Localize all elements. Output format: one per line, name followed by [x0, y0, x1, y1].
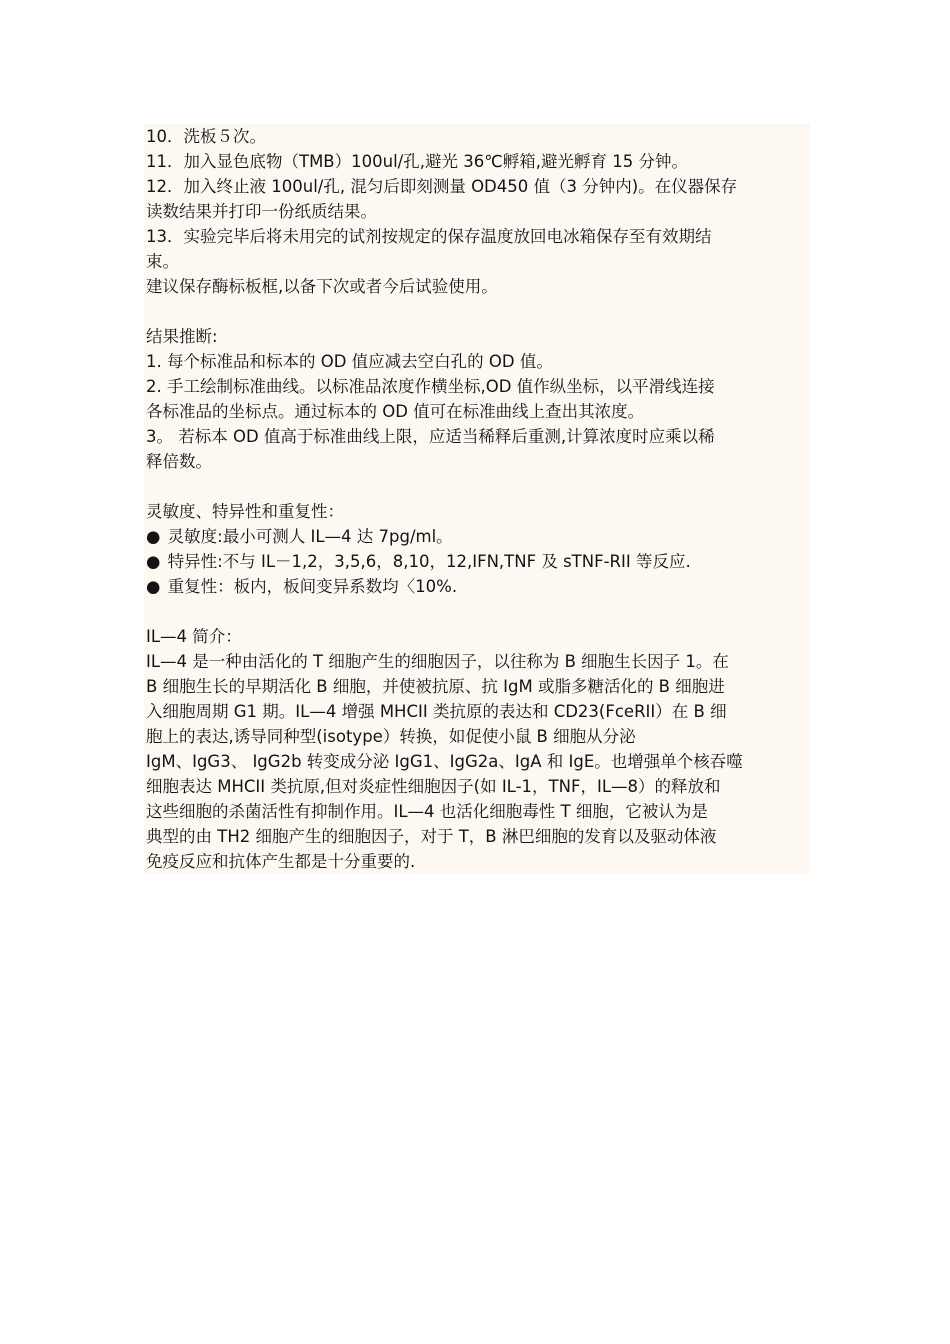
suggestion-text: 建议保存酶标板框,以备下次或者今后试验使用。: [146, 277, 498, 296]
result-heading: 结果推断:: [146, 327, 218, 346]
sensitivity-text: 灵敏度:最小可测人 IL—4 达 7pg/ml。: [167, 527, 453, 546]
document-body: [144, 124, 810, 874]
result-item-1: 1. 每个标准品和标本的 OD 值应减去空白孔的 OD 值。: [146, 352, 553, 371]
intro-heading: IL—4 简介：: [146, 627, 242, 646]
bullet-icon: ●: [146, 527, 161, 546]
intro-line: 胞上的表达,诱导同种型(isotype）转换，如促使小鼠 B 细胞从分泌: [146, 727, 636, 746]
intro-line: 入细胞周期 G1 期。IL—4 增强 MHCII 类抗原的表达和 CD23(FceRII）在 B 细: [146, 702, 727, 721]
spacer: [146, 599, 806, 624]
performance-heading: 灵敏度、特异性和重复性：: [146, 502, 344, 521]
result-item-2-continued: 各标准品的坐标点。通过标本的 OD 值可在标准曲线上查出其浓度。: [146, 402, 645, 421]
intro-line: 细胞表达 MHCII 类抗原,但对炎症性细胞因子(如 IL-1，TNF，IL—8）的释放和: [146, 777, 721, 796]
intro-line: 典型的由 TH2 细胞产生的细胞因子，对于 T，B 淋巴细胞的发育以及驱动体液: [146, 827, 717, 846]
bullet-item-specificity: [146, 549, 806, 574]
step-11: 11．加入显色底物（TMB）100ul/孔,避光 36℃孵箱,避光孵育 15 分钟。: [146, 152, 688, 171]
intro-line: 这些细胞的杀菌活性有抑制作用。IL—4 也活化细胞毒性 T 细胞，它被认为是: [146, 802, 708, 821]
result-item-3-continued: 释倍数。: [146, 452, 212, 471]
repeatability-text: 重复性：板内，板间变异系数均〈10%.: [167, 577, 458, 596]
result-item-2: 2. 手工绘制标准曲线。以标准品浓度作横坐标,OD 值作纵坐标，以平滑线连接: [146, 377, 715, 396]
intro-line: IgM、IgG3、 IgG2b 转变成分泌 IgG1、IgG2a、IgA 和 IgE。也增强单个核吞噬: [146, 752, 743, 771]
step-10: 10．洗板５次。: [146, 127, 266, 146]
step-12-continued: 读数结果并打印一份纸质结果。: [146, 202, 377, 221]
step-13-continued: 束。: [146, 252, 179, 271]
intro-line: IL—4 是一种由活化的 T 细胞产生的细胞因子，以往称为 B 细胞生长因子 1。在: [146, 652, 729, 671]
spacer: [146, 299, 806, 324]
procedure-steps: [146, 124, 806, 299]
specificity-text: 特异性:不与 IL－1,2，3,5,6，8,10，12,IFN,TNF 及 sTNF-RII 等反应.: [167, 552, 691, 571]
bullet-item-sensitivity: [146, 524, 806, 549]
performance-section: [146, 499, 806, 599]
step-13: 13．实验完毕后将未用完的试剂按规定的保存温度放回电冰箱保存至有效期结: [146, 227, 712, 246]
intro-line: 免疫反应和抗体产生都是十分重要的.: [146, 852, 416, 871]
step-12: 12．加入终止液 100ul/孔, 混匀后即刻测量 OD450 值（3 分钟内)。在仪器保存: [146, 177, 738, 196]
bullet-icon: ●: [146, 577, 161, 596]
intro-section: [146, 624, 806, 874]
result-item-3: 3。 若标本 OD 值高于标准曲线上限，应适当稀释后重测,计算浓度时应乘以稀: [146, 427, 715, 446]
intro-line: B 细胞生长的早期活化 B 细胞，并使被抗原、抗 IgM 或脂多糖活化的 B 细胞进: [146, 677, 725, 696]
bullet-item-repeatability: [146, 574, 806, 599]
result-section: [146, 324, 806, 474]
bullet-icon: ●: [146, 552, 161, 571]
spacer: [146, 474, 806, 499]
